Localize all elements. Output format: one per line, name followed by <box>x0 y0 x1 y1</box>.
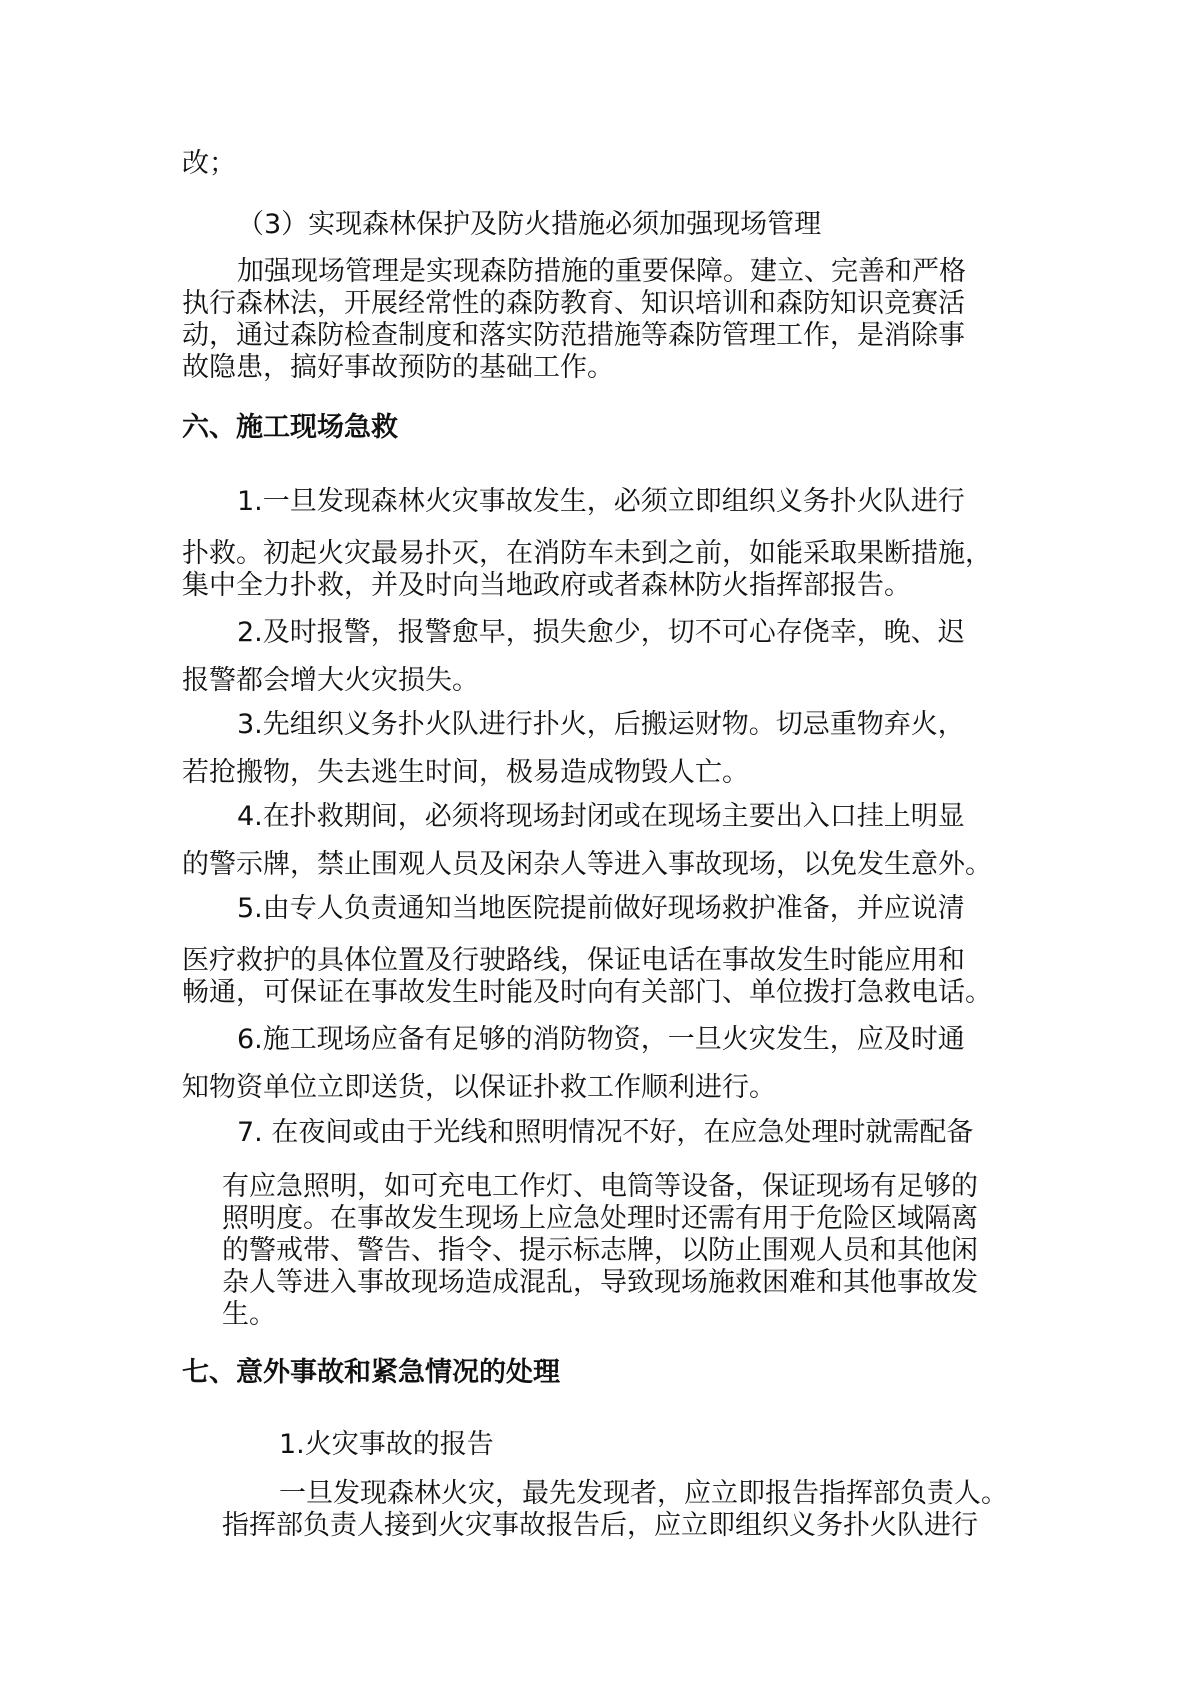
text-line: 动，通过森防检查制度和落实防范措施等森防管理工作，是消除事 <box>182 320 965 351</box>
text-line: 7. 在夜间或由于光线和照明情况不好，在应急处理时就需配备 <box>237 1117 974 1148</box>
text-line: 的警示牌，禁止围观人员及闲杂人等进入事故现场，以免发生意外。 <box>182 849 992 880</box>
text-line: 执行森林法，开展经常性的森防教育、知识培训和森防知识竞赛活 <box>182 288 965 319</box>
text-line: 畅通，可保证在事故发生时能及时向有关部门、单位拨打急救电话。 <box>182 977 992 1008</box>
text-line: 若抢搬物，失去逃生时间，极易造成物毁人亡。 <box>182 757 749 788</box>
section-heading: 六、施工现场急救 <box>182 412 398 443</box>
text-line: 报警都会增大火灾损失。 <box>182 665 479 696</box>
text-line: 生。 <box>222 1299 276 1330</box>
text-line: 1.一旦发现森林火灾事故发生，必须立即组织义务扑火队进行 <box>237 486 965 517</box>
subsection-heading: 1.火灾事故的报告 <box>279 1429 494 1460</box>
text-line: 知物资单位立即送货，以保证扑救工作顺利进行。 <box>182 1072 776 1103</box>
text-line: 4.在扑救期间，必须将现场封闭或在现场主要出入口挂上明显 <box>237 801 965 832</box>
section-heading: 七、意外事故和紧急情况的处理 <box>182 1357 560 1388</box>
text-line: 5.由专人负责通知当地医院提前做好现场救护准备，并应说清 <box>237 893 965 924</box>
text-line: 指挥部负责人接到火灾事故报告后，应立即组织义务扑火队进行 <box>222 1510 978 1541</box>
subsection-heading: （3）实现森林保护及防火措施必须加强现场管理 <box>237 209 822 240</box>
text-line: 2.及时报警，报警愈早，损失愈少，切不可心存侥幸，晚、迟 <box>237 617 965 648</box>
text-line: 扑救。初起火灾最易扑灭，在消防车未到之前，如能采取果断措施， <box>182 538 992 569</box>
text-line: 集中全力扑救，并及时向当地政府或者森林防火指挥部报告。 <box>182 570 911 601</box>
text-line: 的警戒带、警告、指令、提示标志牌，以防止围观人员和其他闲 <box>222 1235 978 1266</box>
text-line: 6.施工现场应备有足够的消防物资，一旦火灾发生，应及时通 <box>237 1024 965 1055</box>
text-line: 故隐患，搞好事故预防的基础工作。 <box>182 352 614 383</box>
text-line: 一旦发现森林火灾，最先发现者，应立即报告指挥部负责人。 <box>279 1478 1008 1509</box>
text-line: 有应急照明，如可充电工作灯、电筒等设备，保证现场有足够的 <box>222 1171 978 1202</box>
text-line: 加强现场管理是实现森防措施的重要保障。建立、完善和严格 <box>237 256 966 287</box>
text-line: 改； <box>182 148 236 179</box>
text-line: 医疗救护的具体位置及行驶路线，保证电话在事故发生时能应用和 <box>182 945 965 976</box>
text-line: 照明度。在事故发生现场上应急处理时还需有用于危险区域隔离 <box>222 1203 978 1234</box>
text-line: 杂人等进入事故现场造成混乱，导致现场施救困难和其他事故发 <box>222 1267 978 1298</box>
text-line: 3.先组织义务扑火队进行扑火，后搬运财物。切忌重物弃火， <box>237 709 965 740</box>
